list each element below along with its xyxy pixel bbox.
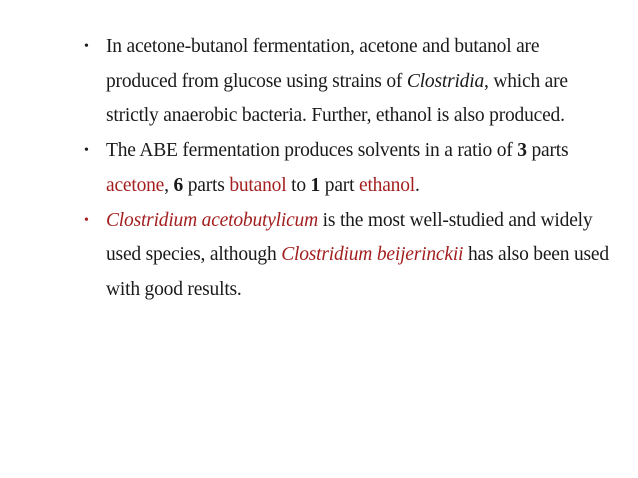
bullet-text: to <box>286 174 311 196</box>
bullet-text: has also been used with good results. <box>106 244 609 300</box>
bullet-text: , which are strictly anaerobic bacteria. Further, ethanol is also produced. <box>106 70 568 127</box>
bullet-text: In acetone-butanol fermentation, acetone and butanol are produced from glucose using strains of <box>106 36 540 92</box>
bullet-text: parts <box>526 140 569 162</box>
bullet-text: parts <box>183 174 230 196</box>
bullet-marker-icon: • <box>84 143 89 159</box>
bullet-marker-icon: • <box>84 212 89 228</box>
bullet-text: , <box>164 174 174 196</box>
organism-name: Clostridia <box>406 70 484 92</box>
bullet-list <box>84 30 614 308</box>
bullet-text: is the most well-studied and widely used species, although <box>106 209 593 266</box>
bullet-item-species <box>84 204 614 308</box>
organism-name-acetobutylicum: Clostridium acetobutylicum <box>106 209 318 231</box>
solvent-name-ethanol: ethanol <box>358 174 415 196</box>
bullet-text: part <box>320 174 359 196</box>
bullet-item-solvent-ratio <box>84 134 614 203</box>
ratio-number-butanol: 6 <box>173 174 184 196</box>
bullet-item-abe-production <box>84 30 614 134</box>
ratio-number-acetone: 3 <box>517 140 527 162</box>
solvent-name-butanol: butanol <box>229 174 287 196</box>
bullet-text: The ABE fermentation produces solvents in a ratio of <box>106 140 518 162</box>
ratio-number-ethanol: 1 <box>310 174 321 196</box>
bullet-text: . <box>414 174 420 196</box>
bullet-marker-icon: • <box>84 39 89 54</box>
solvent-name-acetone: acetone <box>106 174 165 196</box>
organism-name-beijerinckii: Clostridium beijerinckii <box>281 244 464 266</box>
